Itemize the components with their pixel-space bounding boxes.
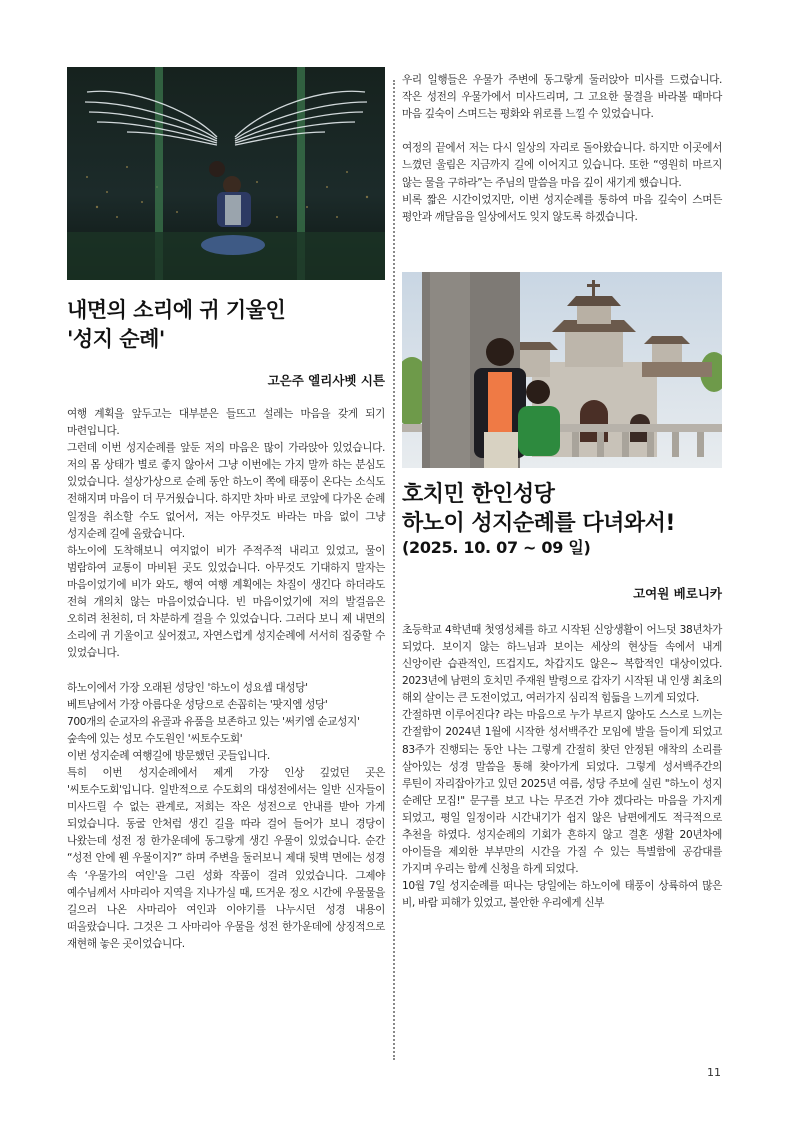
article2-title-line1: 호치민 한인성당 [402,481,555,507]
paragraph-gap [67,662,385,679]
right-column [402,72,722,912]
article2-title-line2: 하노이 성지순례를 다녀와서! [402,510,675,536]
paragraph: 하노이에서 가장 오래된 성당인 '하노이 성요셉 대성당' [67,681,308,694]
article1-continued-body [402,72,722,226]
paragraph: 700개의 순교자의 유골과 유품을 보존하고 있는 '써키엠 순교성지' [67,715,360,728]
article1-body [67,406,385,953]
paragraph: 특히 이번 성지순례에서 제게 가장 인상 깊었던 곳은 '씨토수도회'입니다. 일반적으로 수도회의 대성전에서는 일반 신자들이 미사드릴 수 없는 관계로, 저희는 작은 성전으로 안내를 받아 가게 되었습니다. 동굴 안처럼 생긴 길을 따라 걸어 들어가 보니 경당이 나왔는데 성전 정 한가운데에 동그랗게 생긴 우물이 있었습니다. 순간 “성전 안에 웬 우물이지?” 하며 주변을 둘러보니 제대 뒷벽 면에는 성경 속 ‘우물가의 여인'을 그린 성화 작품이 걸려 있었습니다. 그제야 예수님께서 사마리아 지역을 지나가실 때, 뜨거운 정오 시간에 우물물을 길으러 나온 사마리아 여인과 이야기를 나누시던 성경 내용이 떠올랐습니다. 그것은 그 사마리아 우물을 성전 한가운데에 상징적으로 재현해 놓은 곳이었습니다. [67,766,385,950]
paragraph: 우리 일행들은 우물가 주변에 동그랗게 둘러앉아 미사를 드렸습니다. 작은 성전의 우물가에서 미사드리며, 그 고요한 물결을 바라볼 때마다 마음 깊숙이 스며드는 평화와 위로를 느낄 수 있었습니다. [402,74,722,121]
paragraph: 하노이에 도착해보니 여지없이 비가 주적주적 내리고 있었고, 물이 범람하여 교통이 마비된 곳도 있었습니다. 아무것도 기대하지 말자는 마음이었기에 비가 와도, 행여 여행 계획에는 차질이 생긴다 하더라도 전혀 개의치 않는 마음이었습니다. 빈 마음이었기에 저의 발걸음은 오히려 천천히, 더 차분하게 걸을 수 있었습니다. 그러다 보니 제 내면의 소리에 귀 기울이고 싶어졌고, 자연스럽게 성지순례에 서서히 집중할 수 있었습니다. [67,544,385,660]
left-column [67,67,385,953]
paragraph: 10월 7일 성지순례를 떠나는 당일에는 하노이에 태풍이 상륙하여 많은 비, 바람 피해가 있었고, 불안한 우리에게 신부 [402,880,722,910]
skydeck-photo [67,67,385,280]
page-number: 11 [707,1066,721,1079]
paragraph: 비록 짧은 시간이었지만, 이번 성지순례를 통하여 마음 깊숙이 스며든 평안과 깨달음을 일상에서도 잊지 않도록 하겠습니다. [402,193,722,223]
article2-author: 고여원 베로니카 [633,585,722,601]
column-divider [393,80,395,1060]
paragraph: 베트남에서 가장 아름다운 성당으로 손꼽히는 '팟지엠 성당' [67,698,328,711]
article1-title-line2: '성지 순례' [67,327,165,351]
paragraph: 그런데 이번 성지순례를 앞둔 저의 마음은 많이 가라앉아 있었습니다. 저의 몸 상태가 별로 좋지 않아서 그냥 이번에는 가지 말까 하는 분심도 있었습니다. 설상가상으로 순례 동안 하노이 쪽에 태풍이 온다는 소식도 전해지며 마음이 더 무거웠습니다. 하지만 차마 바로 코앞에 다가온 순례 일정을 취소할 수도 없어서, 저는 아무것도 바라는 마음 없이 그냥 성지순례 길에 올랐습니다. [67,442,385,540]
paragraph-gap [402,123,722,140]
paragraph: 이번 성지순례 여행길에 방문했던 곳들입니다. [67,749,270,762]
skydeck-photo-illustration [67,67,385,280]
paragraph: 여행 계획을 앞두고는 대부분은 들뜨고 설레는 마음을 갖게 되기 마련입니다. [67,408,385,438]
paragraph: 간절하면 이루어진다? 라는 마음으로 누가 부르지 않아도 스스로 느끼는 간절함이 2024년 1월에 시작한 성서백주간 모임에 발을 들이게 되었고 83주가 진행되는 동안 나는 그렇게 간절히 찾던 안정된 애착의 소리를 살아있는 성경 말씀을 통해 찾아가게 되었다. 그렇게 성서백주간의 루틴이 자리잡아가고 있던 2025년 여름, 성당 주보에 실린 "하노이 성지 순례단 모집!" 문구를 보고 나는 무조건 가야 겠다라는 마음을 가지게 되었고, 평일 일정이라 시간내기가 쉽지 않은 남편에게도 적극적으로 추천을 하였다. 성지순례의 기회가 흔하지 않고 결혼 생활 20년차에 아이들을 제외한 부부만의 시간을 가질 수 있는 특별함에 공감대를 가지며 우리는 함께 신청을 하게 되었다. [402,709,722,876]
paragraph: 숲속에 있는 성모 수도원인 '씨토수도회' [67,732,243,745]
paragraph: 초등학교 4학년때 첫영성체를 하고 시작된 신앙생활이 어느덧 38년차가 되었다. 보이지 않는 하느님과 보이는 세상의 현상들 속에서 내게 신앙이란 습관적인, 뜨겁지도, 차갑지도 않은~ 복합적인 대상이었다. 2023년에 남편의 호치민 주재원 발령으로 갑자기 시작된 내 인생 최초의 해외 살이는 큰 도전이었고, 여러가지 심리적 힘듦을 느끼게 되었다. [402,623,722,705]
cathedral-photo-illustration [402,272,722,468]
article1-title-line1: 내면의 소리에 귀 기울인 [67,298,286,322]
cathedral-photo [402,272,722,468]
article2-body [402,622,722,913]
article2-date: (2025. 10. 07 ~ 09 일) [402,537,591,557]
article2-title [402,480,722,538]
article1-title [67,296,385,354]
article1-author: 고은주 엘리사벳 시튼 [267,373,385,388]
paragraph: 여정의 끝에서 저는 다시 일상의 자리로 돌아왔습니다. 하지만 이곳에서 느꼈던 울림은 지금까지 길에 이어지고 있습니다. 또한 “영원히 마르지 않는 물을 구하라”는 주님의 말씀을 마음 깊이 새기게 했습니다. [402,142,722,189]
